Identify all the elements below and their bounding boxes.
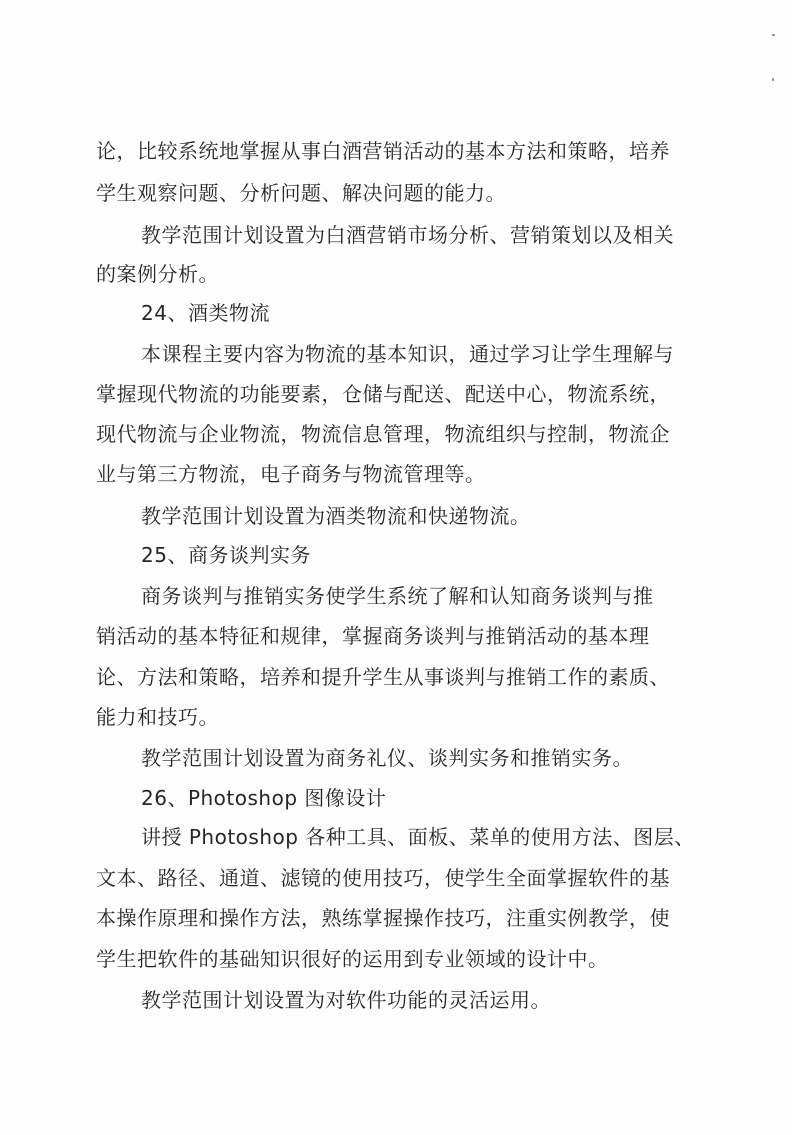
text-line: 文本、路径、通道、滤镜的使用技巧，使学生全面掌握软件的基 [96,866,670,890]
text-line: 教学范围计划设置为商务礼仪、谈判实务和推销实务。 [141,746,633,770]
text-line: 论，比较系统地掌握从事白酒营销活动的基本方法和策略，培养 [96,139,670,163]
scan-speck [772,34,775,36]
text-line: 学生观察问题、分析问题、解决问题的能力。 [96,181,506,205]
text-line: 学生把软件的基础知识很好的运用到专业领域的设计中。 [96,947,609,971]
scan-speck [772,78,774,81]
text-line: 商务谈判与推销实务使学生系统了解和认知商务谈判与推 [141,584,654,608]
text-line: 讲授 Photoshop 各种工具、面板、菜单的使用方法、图层、 [141,825,695,849]
text-line: 现代物流与企业物流，物流信息管理，物流组织与控制，物流企 [96,422,670,446]
text-line: 掌握现代物流的功能要素，仓储与配送、配送中心，物流系统， [96,382,670,406]
text-line: 论、方法和策略，培养和提升学生从事谈判与推销工作的素质、 [96,665,670,689]
text-line: 的案例分析。 [96,262,219,286]
text-line: 本操作原理和操作方法，熟练掌握操作技巧，注重实例教学，使 [96,906,670,930]
text-line: 教学范围计划设置为白酒营销市场分析、营销策划以及相关 [141,223,674,247]
text-line: 销活动的基本特征和规律，掌握商务谈判与推销活动的基本理 [96,624,650,648]
text-line: 能力和技巧。 [96,705,219,729]
text-line: 教学范围计划设置为对软件功能的灵活运用。 [141,988,551,1012]
text-line: 教学范围计划设置为酒类物流和快递物流。 [141,504,531,528]
section-heading: 25、商务谈判实务 [141,543,311,567]
text-line: 业与第三方物流，电子商务与物流管理等。 [96,462,486,486]
section-heading: 26、Photoshop 图像设计 [141,786,387,810]
text-line: 本课程主要内容为物流的基本知识，通过学习让学生理解与 [141,342,674,366]
section-heading: 24、酒类物流 [141,301,270,325]
